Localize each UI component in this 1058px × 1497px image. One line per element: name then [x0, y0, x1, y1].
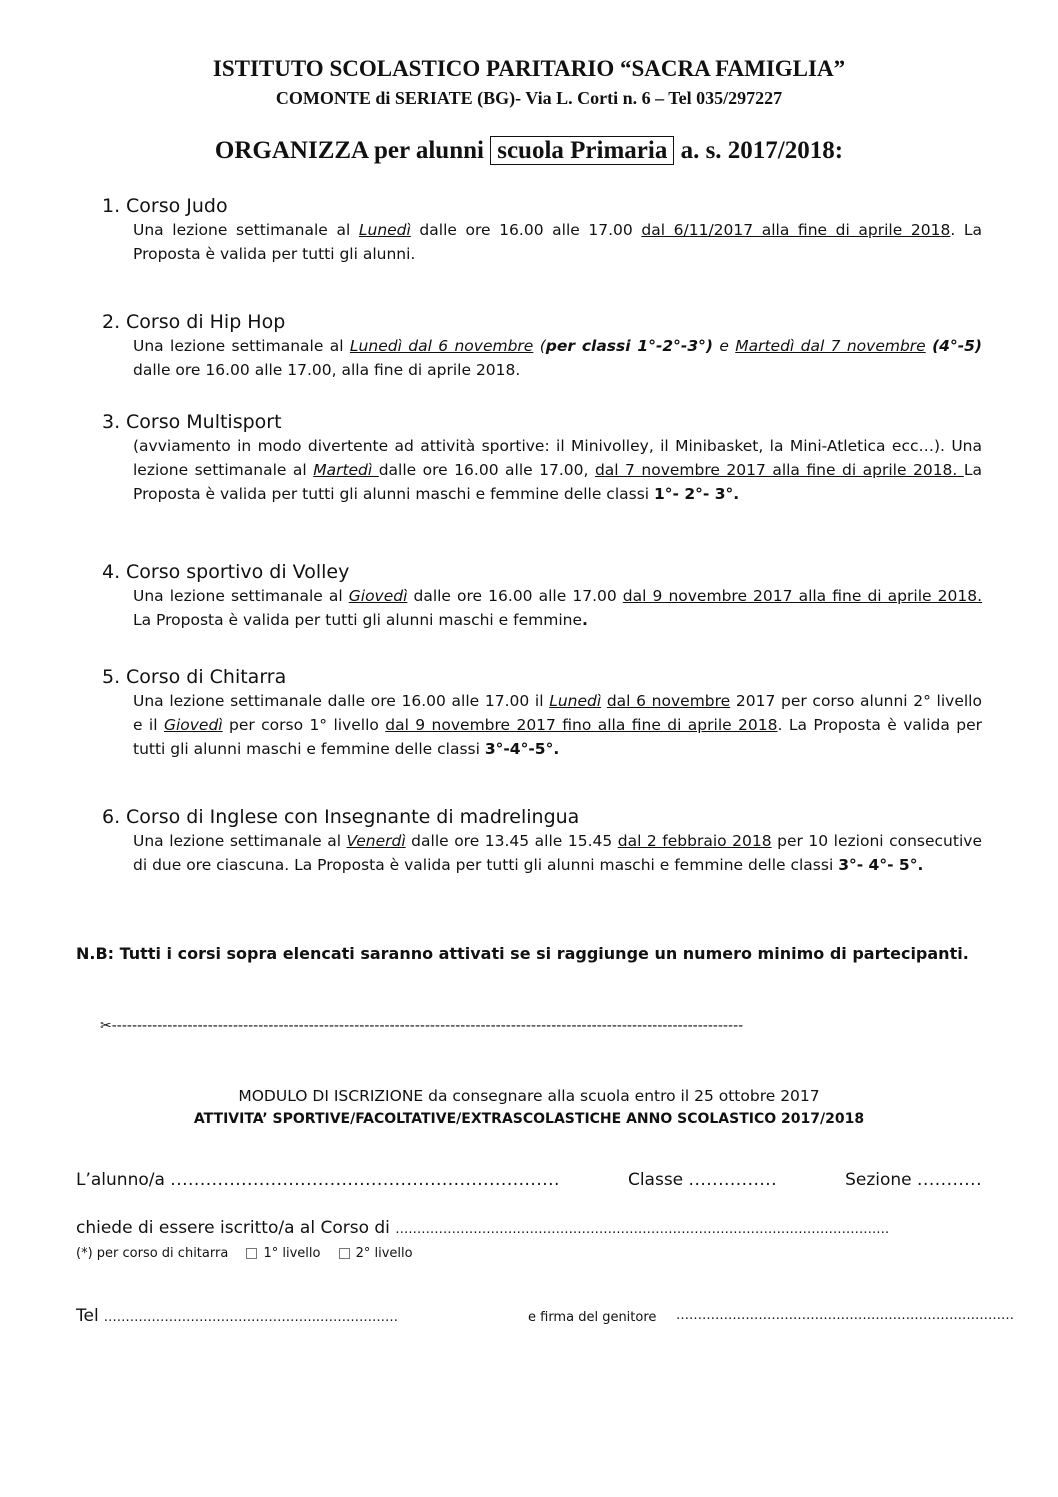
guitar-level-row: [76, 1246, 413, 1261]
activation-note: N.B: Tutti i corsi sopra elencati saranno attivati se si raggiunge un numero minimo di partecipanti.: [76, 944, 969, 963]
course-description: Una lezione settimanale al Giovedì dalle ore 16.00 alle 17.00 dal 9 novembre 2017 alla fine di aprile 2018. La Proposta è valida per tutti gli alunni maschi e femmine.: [133, 587, 982, 629]
course-number: 6.: [102, 806, 121, 828]
level1-checkbox[interactable]: [246, 1248, 257, 1259]
course-number: 3.: [102, 411, 121, 433]
course-title: Corso sportivo di Volley: [126, 561, 350, 583]
section-label: Sezione: [845, 1170, 912, 1190]
cut-line: ✂-----------------------------------------------------------------------------------------------------------------------------: [100, 1018, 744, 1034]
level1-label: 1° livello: [263, 1246, 321, 1261]
course-request-label: chiede di essere iscritto/a al Corso di: [76, 1218, 390, 1238]
course-description: Una lezione settimanale dalle ore 16.00 alle 17.00 il Lunedì dal 6 novembre 2017 per corso alunni 2° livello e il Giovedì per corso 1° livello dal 9 novembre 2017 fino alla fine di aprile 2018. La Proposta è valida per tutti gli alunni maschi e femmine delle classi 3°-4°-5°.: [133, 692, 982, 758]
guitar-level-label: (*) per corso di chitarra: [76, 1246, 229, 1261]
school-name: ISTITUTO SCOLASTICO PARITARIO “SACRA FAMIGLIA”: [212, 56, 846, 81]
course-description: (avviamento in modo divertente ad attività sportive: il Minivolley, il Minibasket, la Mini-Atletica ecc…). Una lezione settimanale al Martedì dalle ore 16.00 alle 17.00, dal 7 novembre 2017 alla fine di aprile 2018. La Proposta è valida per tutti gli alunni maschi e femmine delle classi 1°- 2°- 3°.: [133, 437, 982, 503]
section-field[interactable]: ...........: [917, 1170, 982, 1190]
course-request-field[interactable]: ……………………………………………………………………………………………………: [395, 1222, 890, 1237]
course-number: 1.: [102, 195, 121, 217]
course-number: 2.: [102, 311, 121, 333]
phone-label: Tel: [76, 1306, 99, 1326]
form-subtitle: ATTIVITA’ SPORTIVE/FACOLTATIVE/EXTRASCOLASTICHE ANNO SCOLASTICO 2017/2018: [193, 1111, 865, 1127]
class-label: Classe: [627, 1170, 684, 1190]
course-item: [102, 805, 982, 877]
form-title: MODULO DI ISCRIZIONE da consegnare alla scuola entro il 25 ottobre 2017: [238, 1087, 820, 1105]
course-item: [102, 310, 982, 382]
student-name-field[interactable]: ..................................................................: [170, 1170, 560, 1190]
course-title: Corso di Chitarra: [126, 666, 287, 688]
course-item: [102, 194, 982, 266]
course-title: Corso di Inglese con Insegnante di madrelingua: [126, 806, 580, 828]
course-item: [102, 410, 982, 506]
course-request-row: [76, 1218, 982, 1238]
phone-field[interactable]: …………………………………………..………………: [103, 1310, 399, 1325]
school-address: COMONTE di SERIATE (BG)- Via L. Corti n. 6 – Tel 035/297227: [275, 88, 783, 108]
course-number: 4.: [102, 561, 121, 583]
class-field[interactable]: ...............: [688, 1170, 778, 1190]
course-item: [102, 665, 982, 761]
student-label: L’alunno/a: [76, 1170, 165, 1190]
signature-field[interactable]: ……………………………………………………………………: [676, 1308, 1014, 1323]
course-number: 5.: [102, 666, 121, 688]
student-row: [76, 1170, 982, 1190]
course-description: Una lezione settimanale al Lunedì dal 6 novembre (per classi 1°-2°-3°) e Martedì dal 7 novembre (4°-5) dalle ore 16.00 alle 17.00, alla fine di aprile 2018.: [133, 337, 982, 379]
course-title: Corso di Hip Hop: [126, 311, 286, 333]
phone-signature-row: [76, 1306, 1014, 1326]
level2-checkbox[interactable]: [339, 1248, 350, 1259]
signature-label: e firma del genitore: [528, 1310, 657, 1325]
course-title: Corso Judo: [126, 195, 228, 217]
course-description: Una lezione settimanale al Venerdì dalle ore 13.45 alle 15.45 dal 2 febbraio 2018 per 10 lezioni consecutive di due ore ciascuna. La Proposta è valida per tutti gli alunni maschi e femmine delle classi 3°- 4°- 5°.: [133, 832, 982, 874]
organizza-prefix: ORGANIZZA per alunni: [214, 137, 484, 164]
organizza-heading: [0, 137, 1058, 165]
course-title: Corso Multisport: [126, 411, 282, 433]
school-level-box: scuola Primaria: [490, 136, 674, 165]
organizza-suffix: a. s. 2017/2018:: [680, 137, 844, 164]
course-description: Una lezione settimanale al Lunedì dalle ore 16.00 alle 17.00 dal 6/11/2017 alla fine di aprile 2018. La Proposta è valida per tutti gli alunni.: [133, 221, 982, 263]
level2-label: 2° livello: [355, 1246, 413, 1261]
course-item: [102, 560, 982, 632]
